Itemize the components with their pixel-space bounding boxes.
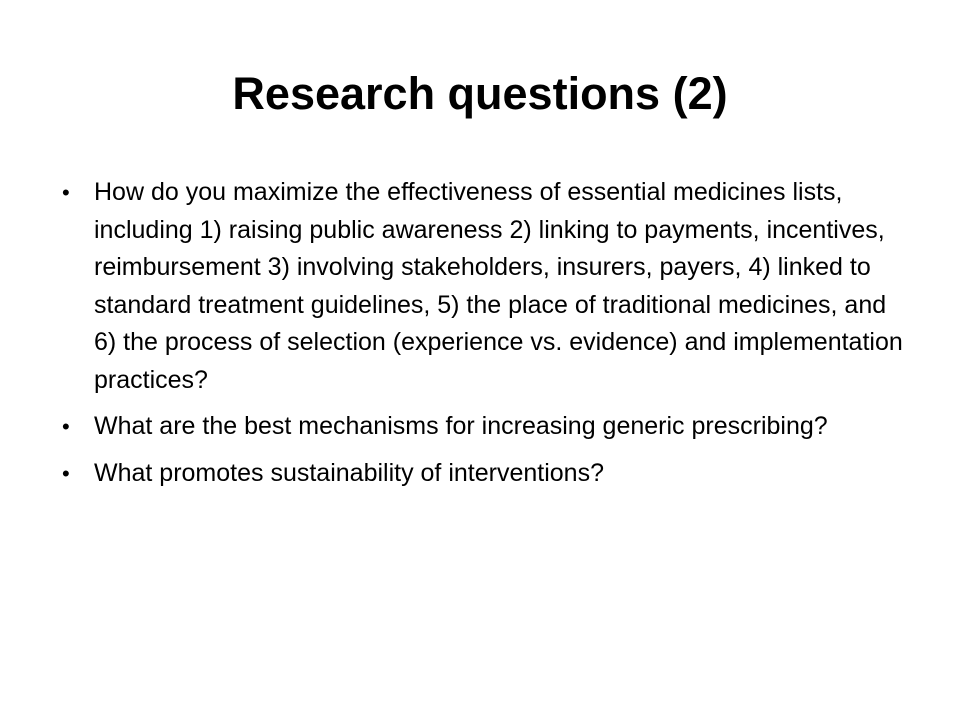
bullet-item	[62, 174, 912, 399]
bullet-item	[62, 455, 912, 493]
bullet-marker: •	[62, 180, 70, 205]
bullet-list	[62, 174, 912, 501]
bullet-text: What promotes sustainability of interventions?	[94, 458, 604, 487]
bullet-marker: •	[62, 460, 70, 486]
bullet-text: What are the best mechanisms for increasing generic prescribing?	[94, 412, 828, 440]
slide-title: Research questions (2)	[232, 68, 728, 119]
bullet-text: How do you maximize the effectiveness of essential medicines lists, including 1) raising public awareness 2) linking to payments, incentives, reimbursement 3) involving stakeholders, insurers, payers, 4) linked to standard treatment guidelines, 5) the place of traditional medicines, and 6) the process of selection (experience vs. evidence) and implementation practices?	[94, 178, 903, 394]
bullet-item	[62, 408, 912, 446]
bullet-marker: •	[62, 414, 70, 439]
